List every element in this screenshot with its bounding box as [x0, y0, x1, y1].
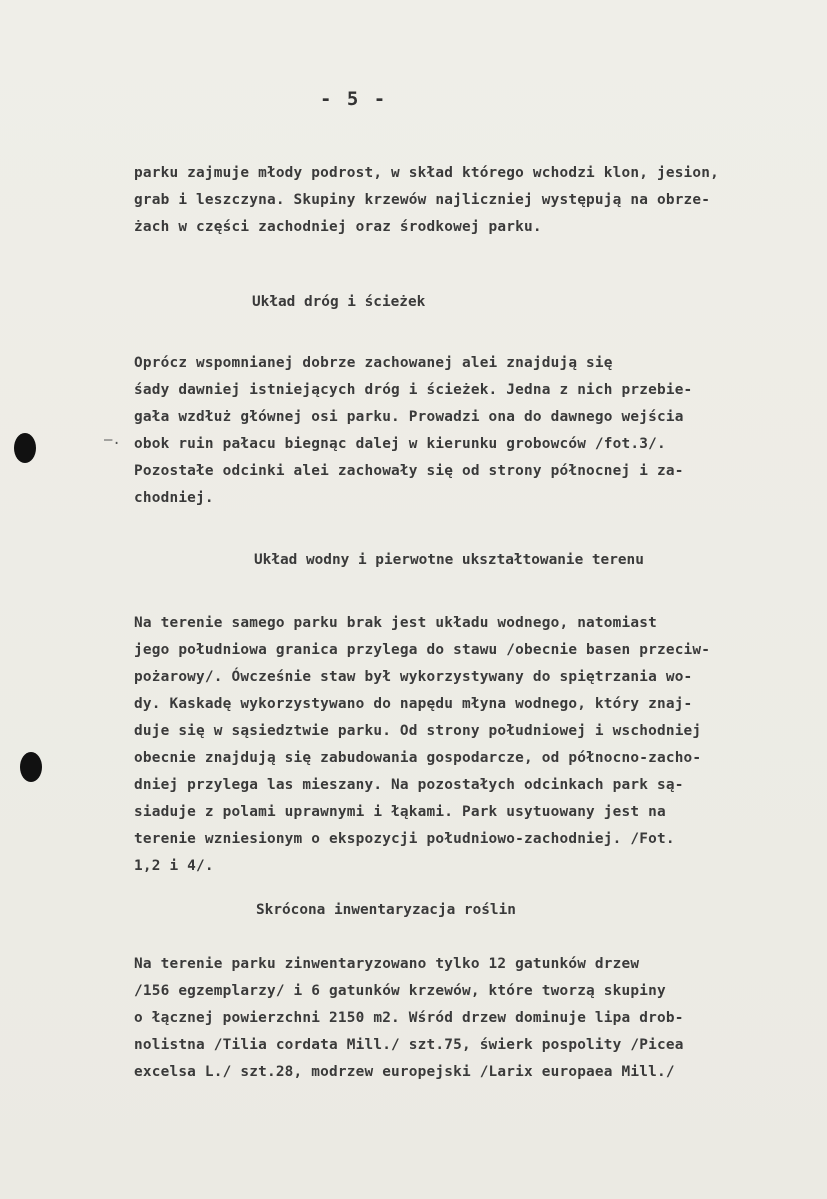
text-line: dy. Kaskadę wykorzystywano do napędu młyna wodnego, który znaj-	[134, 696, 693, 712]
text-line: gała wzdłuż głównej osi parku. Prowadzi ona do dawnego wejścia	[134, 409, 684, 425]
text-line: Na terenie samego parku brak jest układu wodnego, natomiast	[134, 615, 657, 631]
punch-hole-top	[14, 433, 36, 463]
paragraph-1	[134, 160, 824, 241]
text-line: pożarowy/. Ówcześnie staw był wykorzystywany do spiętrzania wo-	[134, 669, 693, 685]
paragraph-3	[134, 610, 824, 880]
text-line: żach w części zachodniej oraz środkowej parku.	[134, 219, 542, 235]
text-line: grab i leszczyna. Skupiny krzewów najliczniej występują na obrze-	[134, 192, 711, 208]
text-line: siaduje z polami uprawnymi i łąkami. Park usytuowany jest na	[134, 804, 666, 820]
text-line: terenie wzniesionym o ekspozycji południowo-zachodniej. /Fot.	[134, 831, 675, 847]
text-line: excelsa L./ szt.28, modrzew europejski /Larix europaea Mill./	[134, 1064, 675, 1080]
text-line: Na terenie parku zinwentaryzowano tylko 12 gatunków drzew	[134, 956, 640, 972]
text-line: obecnie znajdują się zabudowania gospodarcze, od północno-zacho-	[134, 750, 702, 766]
text-line: śady dawniej istniejących dróg i ścieżek. Jedna z nich przebie-	[134, 382, 693, 398]
text-line: /156 egzemplarzy/ i 6 gatunków krzewów, które tworzą skupiny	[134, 983, 666, 999]
text-line: 1,2 i 4/.	[134, 858, 214, 874]
section-heading-roads: Układ dróg i ścieżek	[252, 294, 426, 310]
text-line: Oprócz wspomnianej dobrze zachowanej alei znajdują się	[134, 355, 613, 371]
text-line: o łącznej powierzchni 2150 m2. Wśród drzew dominuje lipa drob-	[134, 1010, 684, 1026]
page-number: - 5 -	[320, 88, 388, 110]
text-line: obok ruin pałacu biegnąc dalej w kierunku grobowców /fot.3/.	[134, 436, 666, 452]
paragraph-2	[134, 350, 824, 512]
text-line: parku zajmuje młody podrost, w skład którego wchodzi klon, jesion,	[134, 165, 720, 181]
text-line: nolistna /Tilia cordata Mill./ szt.75, świerk pospolity /Picea	[134, 1037, 684, 1053]
paragraph-4	[134, 951, 824, 1086]
text-line: Pozostałe odcinki alei zachowały się od strony północnej i za-	[134, 463, 684, 479]
text-line: jego południowa granica przylega do stawu /obecnie basen przeciw-	[134, 642, 711, 658]
text-line: dniej przylega las mieszany. Na pozostałych odcinkach park są-	[134, 777, 684, 793]
punch-hole-bottom	[20, 752, 42, 782]
text-line: chodniej.	[134, 490, 214, 506]
section-heading-water: Układ wodny i pierwotne ukształtowanie terenu	[254, 552, 644, 568]
section-heading-inventory: Skrócona inwentaryzacja roślin	[256, 902, 516, 918]
text-line: duje się w sąsiedztwie parku. Od strony południowej i wschodniej	[134, 723, 702, 739]
margin-mark: —.	[104, 432, 121, 448]
